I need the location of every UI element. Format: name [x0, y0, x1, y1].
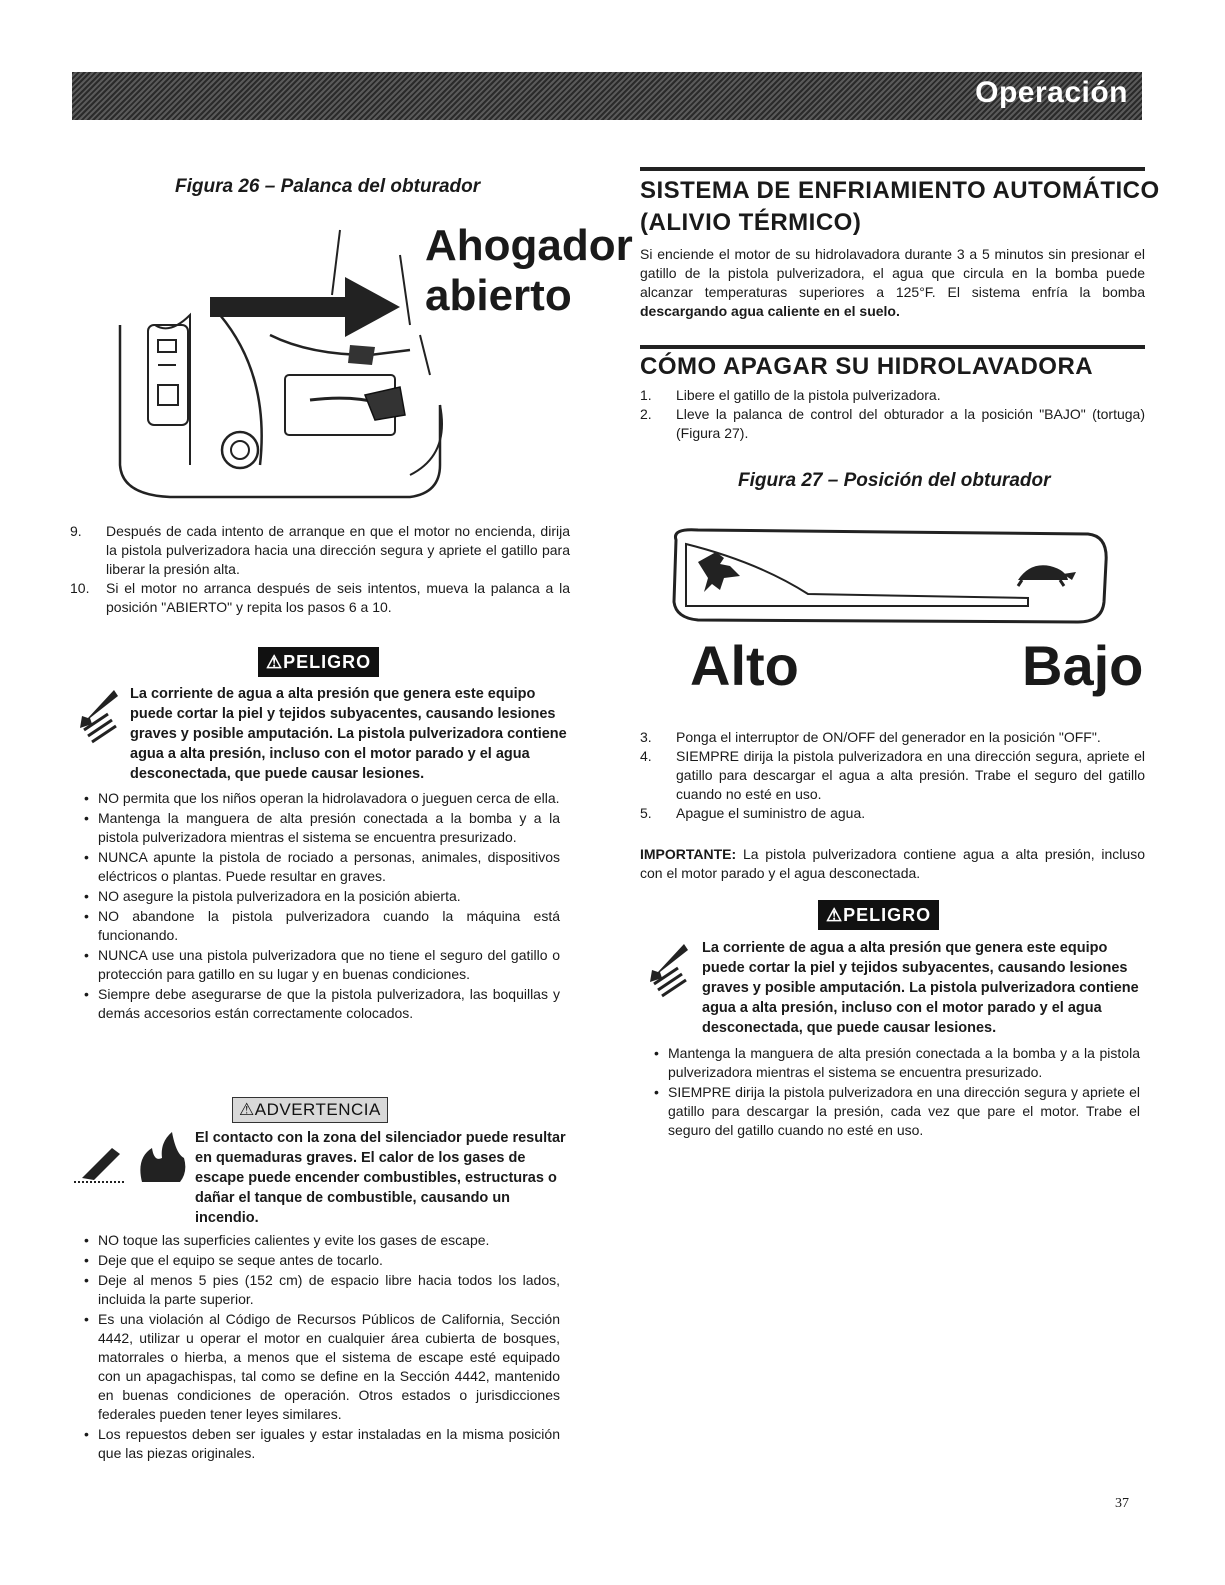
importante-label: IMPORTANTE:	[640, 846, 737, 862]
advertencia-bullets	[80, 1231, 560, 1464]
steps-list-right-a	[640, 386, 1145, 443]
step-number: 4.	[640, 748, 652, 764]
section-title-operacion: Operación	[975, 76, 1128, 109]
peligro-warning-text: La corriente de agua a alta presión que genera este equipo puede cortar la piel y tejidos subyacentes, causando lesiones graves y posible amputación. La pistola pulverizadora contiene agua a alta presión, incluso con el motor parado y el agua desconectada, que puede causar lesiones.	[130, 686, 567, 782]
advertencia-warning-text: El contacto con la zona del silenciador puede resultar en quemaduras graves. El calor de los gases de escape puede encender combustibles, estructuras o dañar el tanque de combustible, causando un incendio.	[195, 1130, 566, 1226]
enfriamiento-text: Si enciende el motor de su hidrolavadora durante 3 a 5 minutos sin presionar el gatillo de la pistola pulverizadora, el agua que circula en la bomba puede alcanzar temperaturas superiores a 125°F. El sistema enfría la bomba	[640, 246, 1145, 300]
figure-27-throttle-position-illustration	[668, 522, 1113, 632]
step-text: Si el motor no arranca después de seis intentos, mueva la palanca a la posición "ABIERTO" y repita los pasos 6 a 10.	[106, 580, 570, 615]
section-title-enfriamiento: SISTEMA DE ENFRIAMIENTO AUTOMÁTICO	[640, 177, 1160, 204]
list-item: • Mantenga la manguera de alta presión conectada a la bomba y a la pistola pulverizadora mientras el sistema se encuentra presurizado.	[80, 809, 560, 847]
enfriamiento-paragraph	[640, 245, 1145, 321]
list-item	[640, 728, 1145, 747]
list-item: • NUNCA use una pistola pulverizadora que no tiene el seguro del gatillo o protección para gatillo en su lugar y en buenas condiciones.	[80, 946, 560, 984]
list-item: • NO permita que los niños operan la hidrolavadora o jueguen cerca de ella.	[80, 789, 560, 808]
page-number: 37	[1115, 1496, 1129, 1511]
fire-icon	[140, 1132, 185, 1182]
step-text: Lleve la palanca de control del obturador a la posición "BAJO" (tortuga) (Figura 27).	[676, 406, 1145, 441]
list-item: • SIEMPRE dirija la pistola pulverizadora en una dirección segura y apriete el gatillo para descargar la presión, cada vez que pare el motor. Trabe el seguro del gatillo cuando no esté en uso.	[650, 1083, 1140, 1140]
step-number: 3.	[640, 729, 652, 745]
figure-27-label-alto: Alto	[690, 634, 799, 697]
step-text: Libere el gatillo de la pistola pulverizadora.	[676, 387, 941, 403]
step-text: Apague el suministro de agua.	[676, 805, 866, 821]
list-item: • Los repuestos deben ser iguales y estar instaladas en la misma posición que las piezas originales.	[80, 1425, 560, 1463]
importante-text: La pistola pulverizadora contiene agua a alta presión, incluso con el motor parado y el agua desconectada.	[640, 846, 1145, 881]
figure-27-caption: Figura 27 – Posición del obturador	[738, 470, 1051, 491]
step-number: 9.	[70, 523, 82, 539]
list-item: • Mantenga la manguera de alta presión conectada a la bomba y a la pistola pulverizadora mientras el sistema se encuentra presurizado.	[650, 1044, 1140, 1082]
step-number: 2.	[640, 406, 652, 422]
list-item: • Es una violación al Código de Recursos Públicos de California, Sección 4442, utilizar u operar el motor en cualquier área cubierta de bosques, matorrales o hierba, a menos que el sistema de escape esté equipado con un apagachispas, tal como se define en la Sección 4442, mantenido en buenas condiciones de operación. Otros estados o jurisdicciones federales pueden tener leyes similares.	[80, 1310, 560, 1424]
list-item: • NO toque las superficies calientes y evite los gases de escape.	[80, 1231, 560, 1250]
burn-fire-hazard-icon	[72, 1128, 192, 1186]
step-number: 10.	[70, 580, 90, 596]
step-number: 1.	[640, 387, 652, 403]
peligro-bullets-left	[80, 789, 560, 1024]
list-item: • Deje que el equipo se seque antes de tocarlo.	[80, 1251, 560, 1270]
peligro-bullets-right	[650, 1044, 1140, 1141]
section-title-apagar: CÓMO APAGAR SU HIDROLAVADORA	[640, 353, 1094, 380]
arrow-right-icon	[210, 277, 400, 337]
figure-26-caption: Figura 26 – Palanca del obturador	[175, 176, 481, 197]
step-text: Después de cada intento de arranque en que el motor no encienda, dirija la pistola pulverizadora hacia una dirección segura y apriete el gatillo para liberar la presión alta.	[106, 523, 570, 577]
steps-list-right-b	[640, 728, 1145, 823]
list-item	[640, 386, 1145, 405]
list-item	[70, 579, 570, 617]
list-item: • Siempre debe asegurarse de que la pistola pulverizadora, las boquillas y demás accesorios están correctamente colocados.	[80, 985, 560, 1023]
peligro-warning-text: La corriente de agua a alta presión que genera este equipo puede cortar la piel y tejidos subyacentes, causando lesiones graves y posible amputación. La pistola pulverizadora contiene agua a alta presión, incluso con el motor parado y el agua desconectada, que puede causar lesiones.	[702, 940, 1139, 1036]
section-divider	[640, 345, 1145, 349]
step-number: 5.	[640, 805, 652, 821]
list-item	[640, 405, 1145, 443]
figure-26-label-ahogador: Ahogador	[425, 221, 633, 270]
list-item: • NO abandone la pistola pulverizadora cuando la máquina está funcionando.	[80, 907, 560, 945]
list-item	[640, 747, 1145, 804]
advertencia-badge: ⚠ADVERTENCIA	[232, 1097, 388, 1123]
step-text: SIEMPRE dirija la pistola pulverizadora en una dirección segura, apriete el gatillo para descargar el agua a alta presión. Trabe el seguro del gatillo cuando no esté en uso.	[676, 748, 1145, 802]
section-subtitle-alivio-termico: (ALIVIO TÉRMICO)	[640, 209, 862, 236]
peligro-badge: ⚠PELIGRO	[818, 900, 939, 930]
importante-note	[640, 845, 1145, 883]
figure-27-label-bajo: Bajo	[1022, 634, 1144, 697]
list-item: • NO asegure la pistola pulverizadora en la posición abierta.	[80, 887, 560, 906]
spray-hazard-icon	[648, 942, 696, 1000]
list-item: • NUNCA apunte la pistola de rociado a personas, animales, dispositivos eléctricos o plantas. Puede resultar en graves.	[80, 848, 560, 886]
list-item	[70, 522, 570, 579]
list-item	[640, 804, 1145, 823]
steps-list-left	[70, 522, 570, 617]
peligro-badge: ⚠PELIGRO	[258, 647, 379, 677]
enfriamiento-text-bold: descargando agua caliente en el suelo.	[640, 303, 900, 319]
spray-hazard-icon	[78, 688, 126, 746]
step-text: Ponga el interruptor de ON/OFF del generador en la posición "OFF".	[676, 729, 1101, 745]
section-divider	[640, 167, 1145, 171]
list-item: • Deje al menos 5 pies (152 cm) de espacio libre hacia todos los lados, incluida la parte superior.	[80, 1271, 560, 1309]
section-header-bar	[72, 72, 1142, 120]
figure-26-label-abierto: abierto	[425, 271, 572, 320]
bolt-icon	[222, 432, 258, 468]
